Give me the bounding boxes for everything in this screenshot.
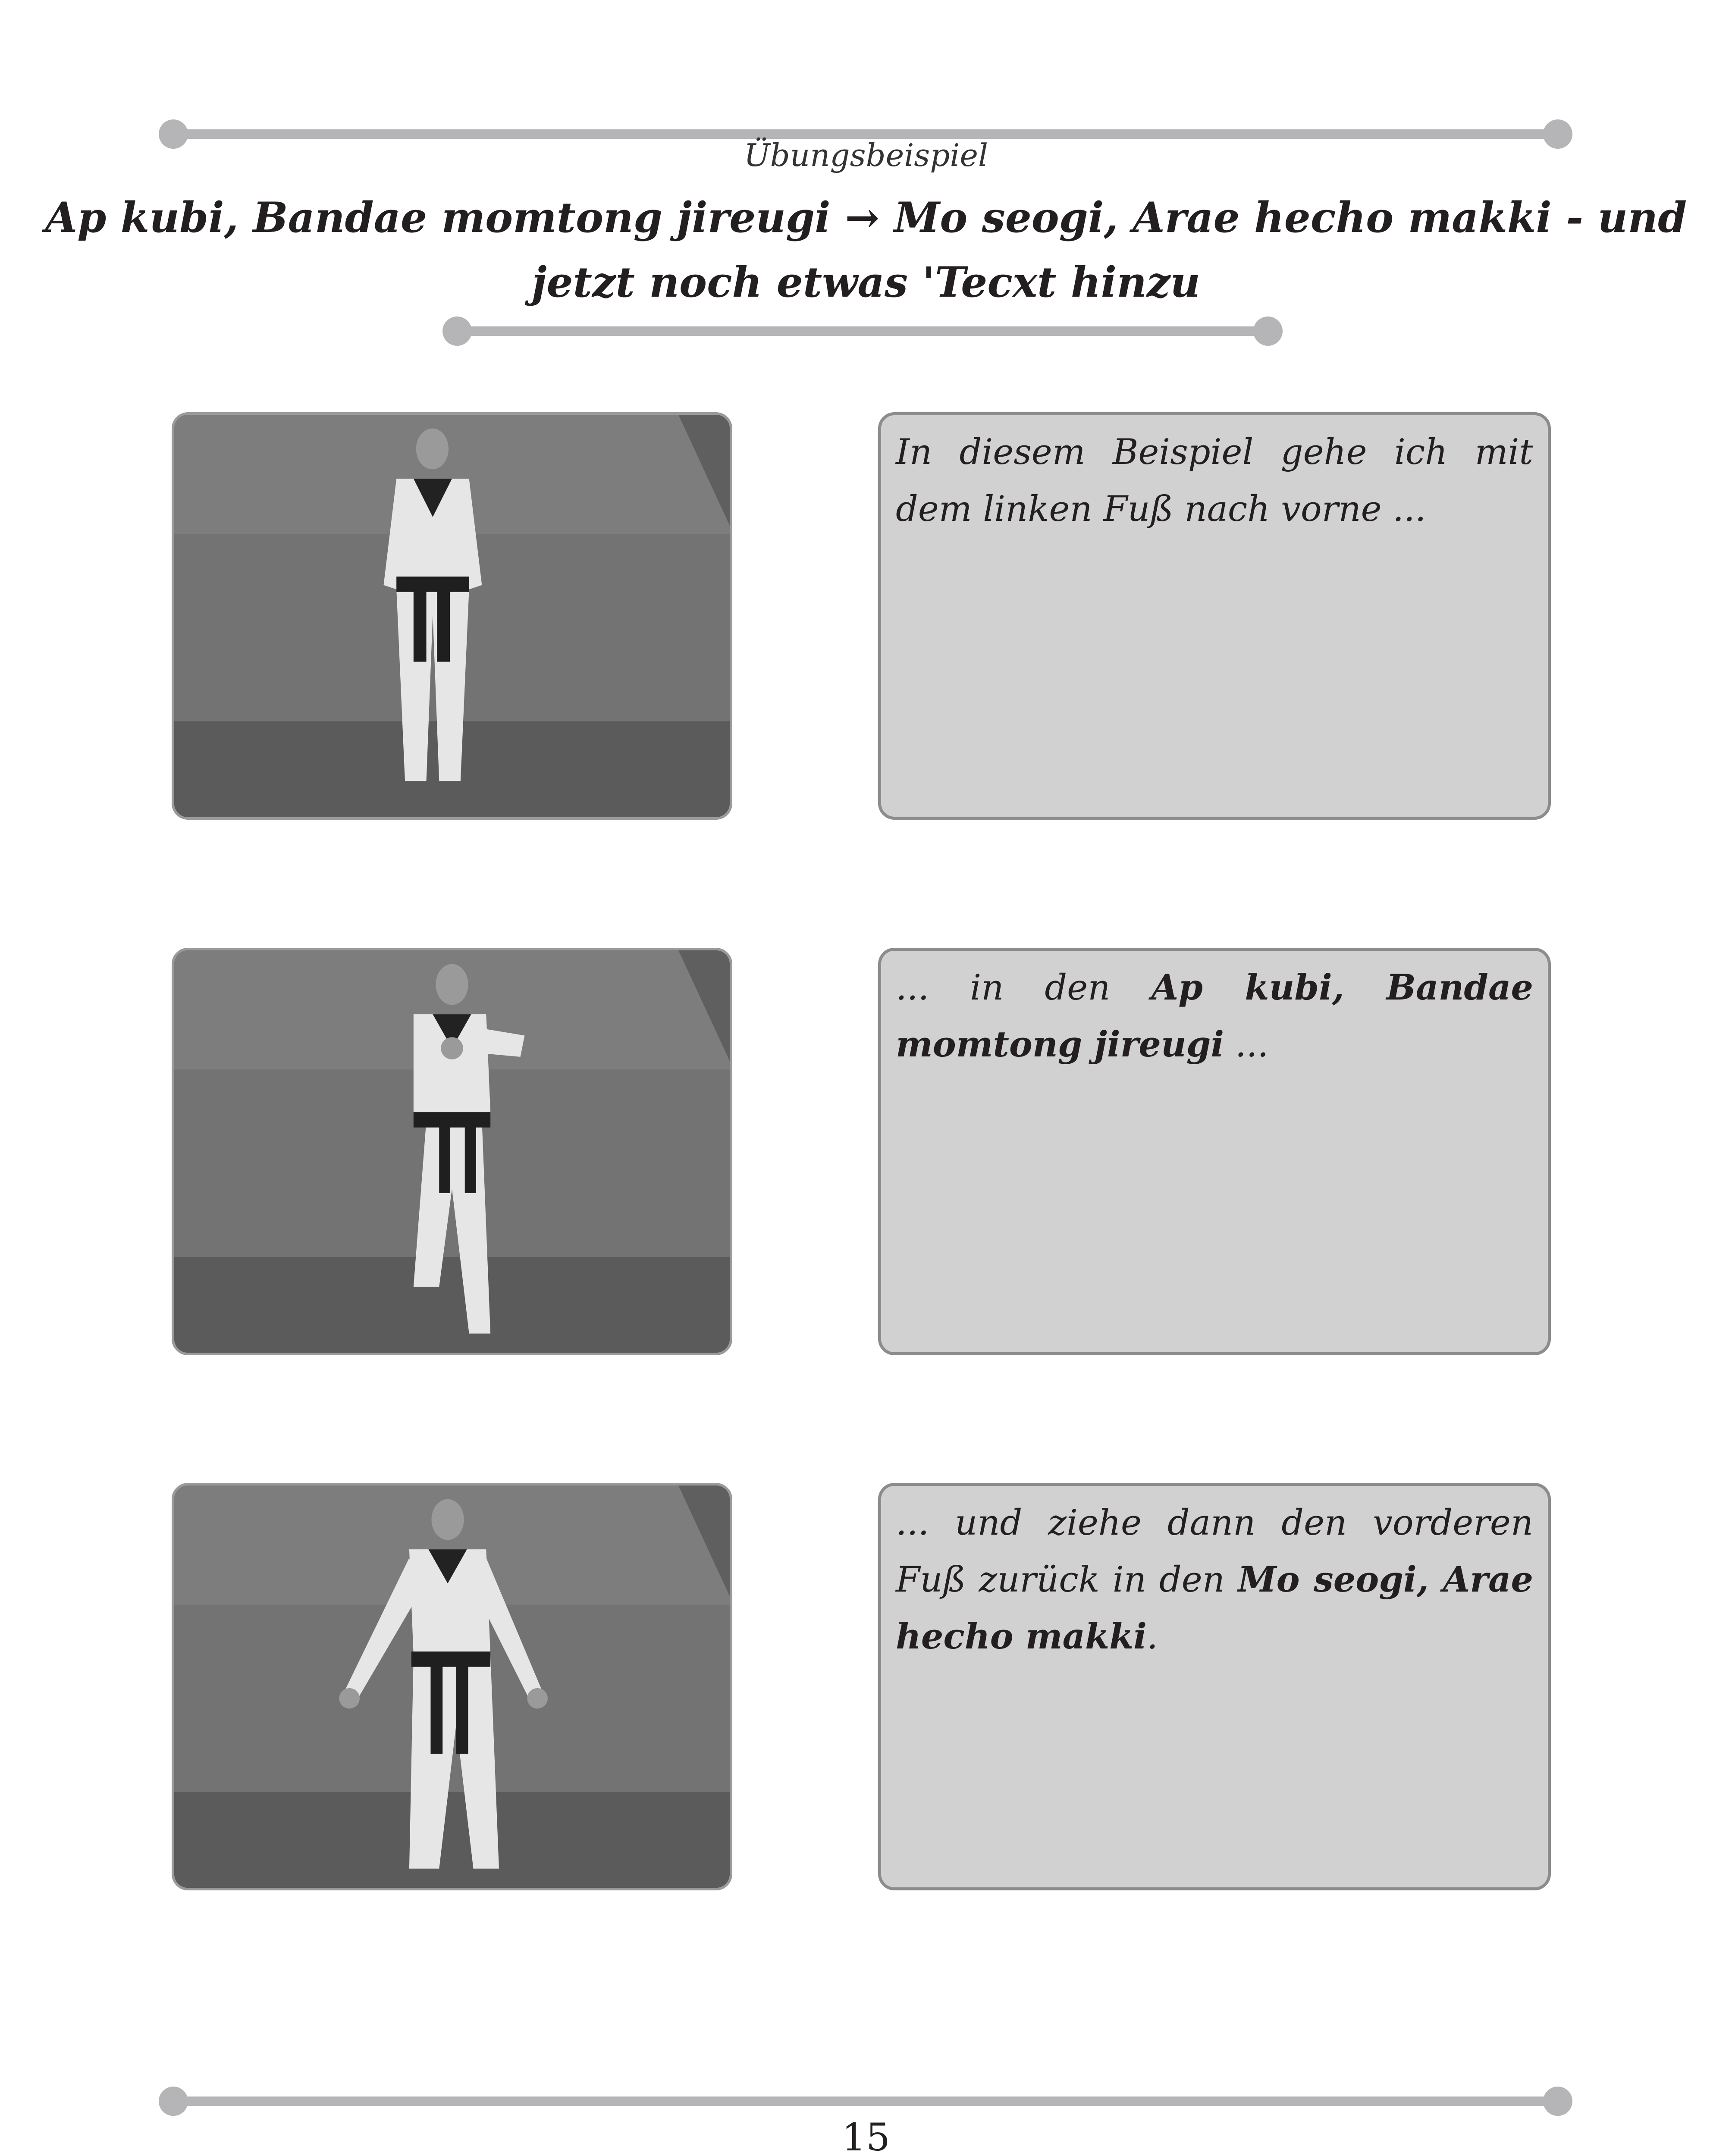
step-3-illustration (174, 1485, 730, 1888)
step-1-photo (172, 412, 732, 820)
section-subtitle: Übungsbeispiel (744, 137, 988, 173)
step-2-text-b: ... (1224, 1025, 1269, 1065)
step-3-photo (172, 1483, 732, 1890)
bottom-rule-right-dot (1543, 2087, 1572, 2116)
step-2-photo (172, 948, 732, 1355)
title-line-2: jetzt noch etwas 'Tecxt hinzu (531, 258, 1201, 307)
title-rule-left-dot (442, 317, 472, 346)
step-1-text-box (878, 412, 1551, 820)
step-1-illustration (174, 415, 730, 817)
page-title (0, 185, 1732, 315)
title-underline-rule (457, 326, 1268, 336)
bottom-rule-left-dot (159, 2087, 188, 2116)
step-3-text-box (878, 1483, 1551, 1890)
step-3-technique: Mo seogi, Arae hecho makki (896, 1559, 1533, 1657)
step-3-text-a: ... und ziehe dann den vorderen Fuß zurück in den (896, 1503, 1533, 1600)
step-3-text-b: . (1147, 1617, 1158, 1657)
title-rule-right-dot (1253, 317, 1283, 346)
bottom-rule (173, 2096, 1557, 2106)
step-2-illustration (174, 950, 730, 1353)
page-number: 15 (842, 2115, 890, 2156)
step-1-text: In diesem Beispiel gehe ich mit dem linken Fuß nach vorne ... (896, 432, 1533, 530)
title-line-1: Ap kubi, Bandae momtong jireugi → Mo seogi, Arae hecho makki - und (45, 193, 1687, 242)
step-2-text-a: ... in den (896, 968, 1152, 1008)
step-2-text-box (878, 948, 1551, 1355)
step-2-technique: Ap kubi, Bandae momtong jireugi (896, 967, 1533, 1065)
